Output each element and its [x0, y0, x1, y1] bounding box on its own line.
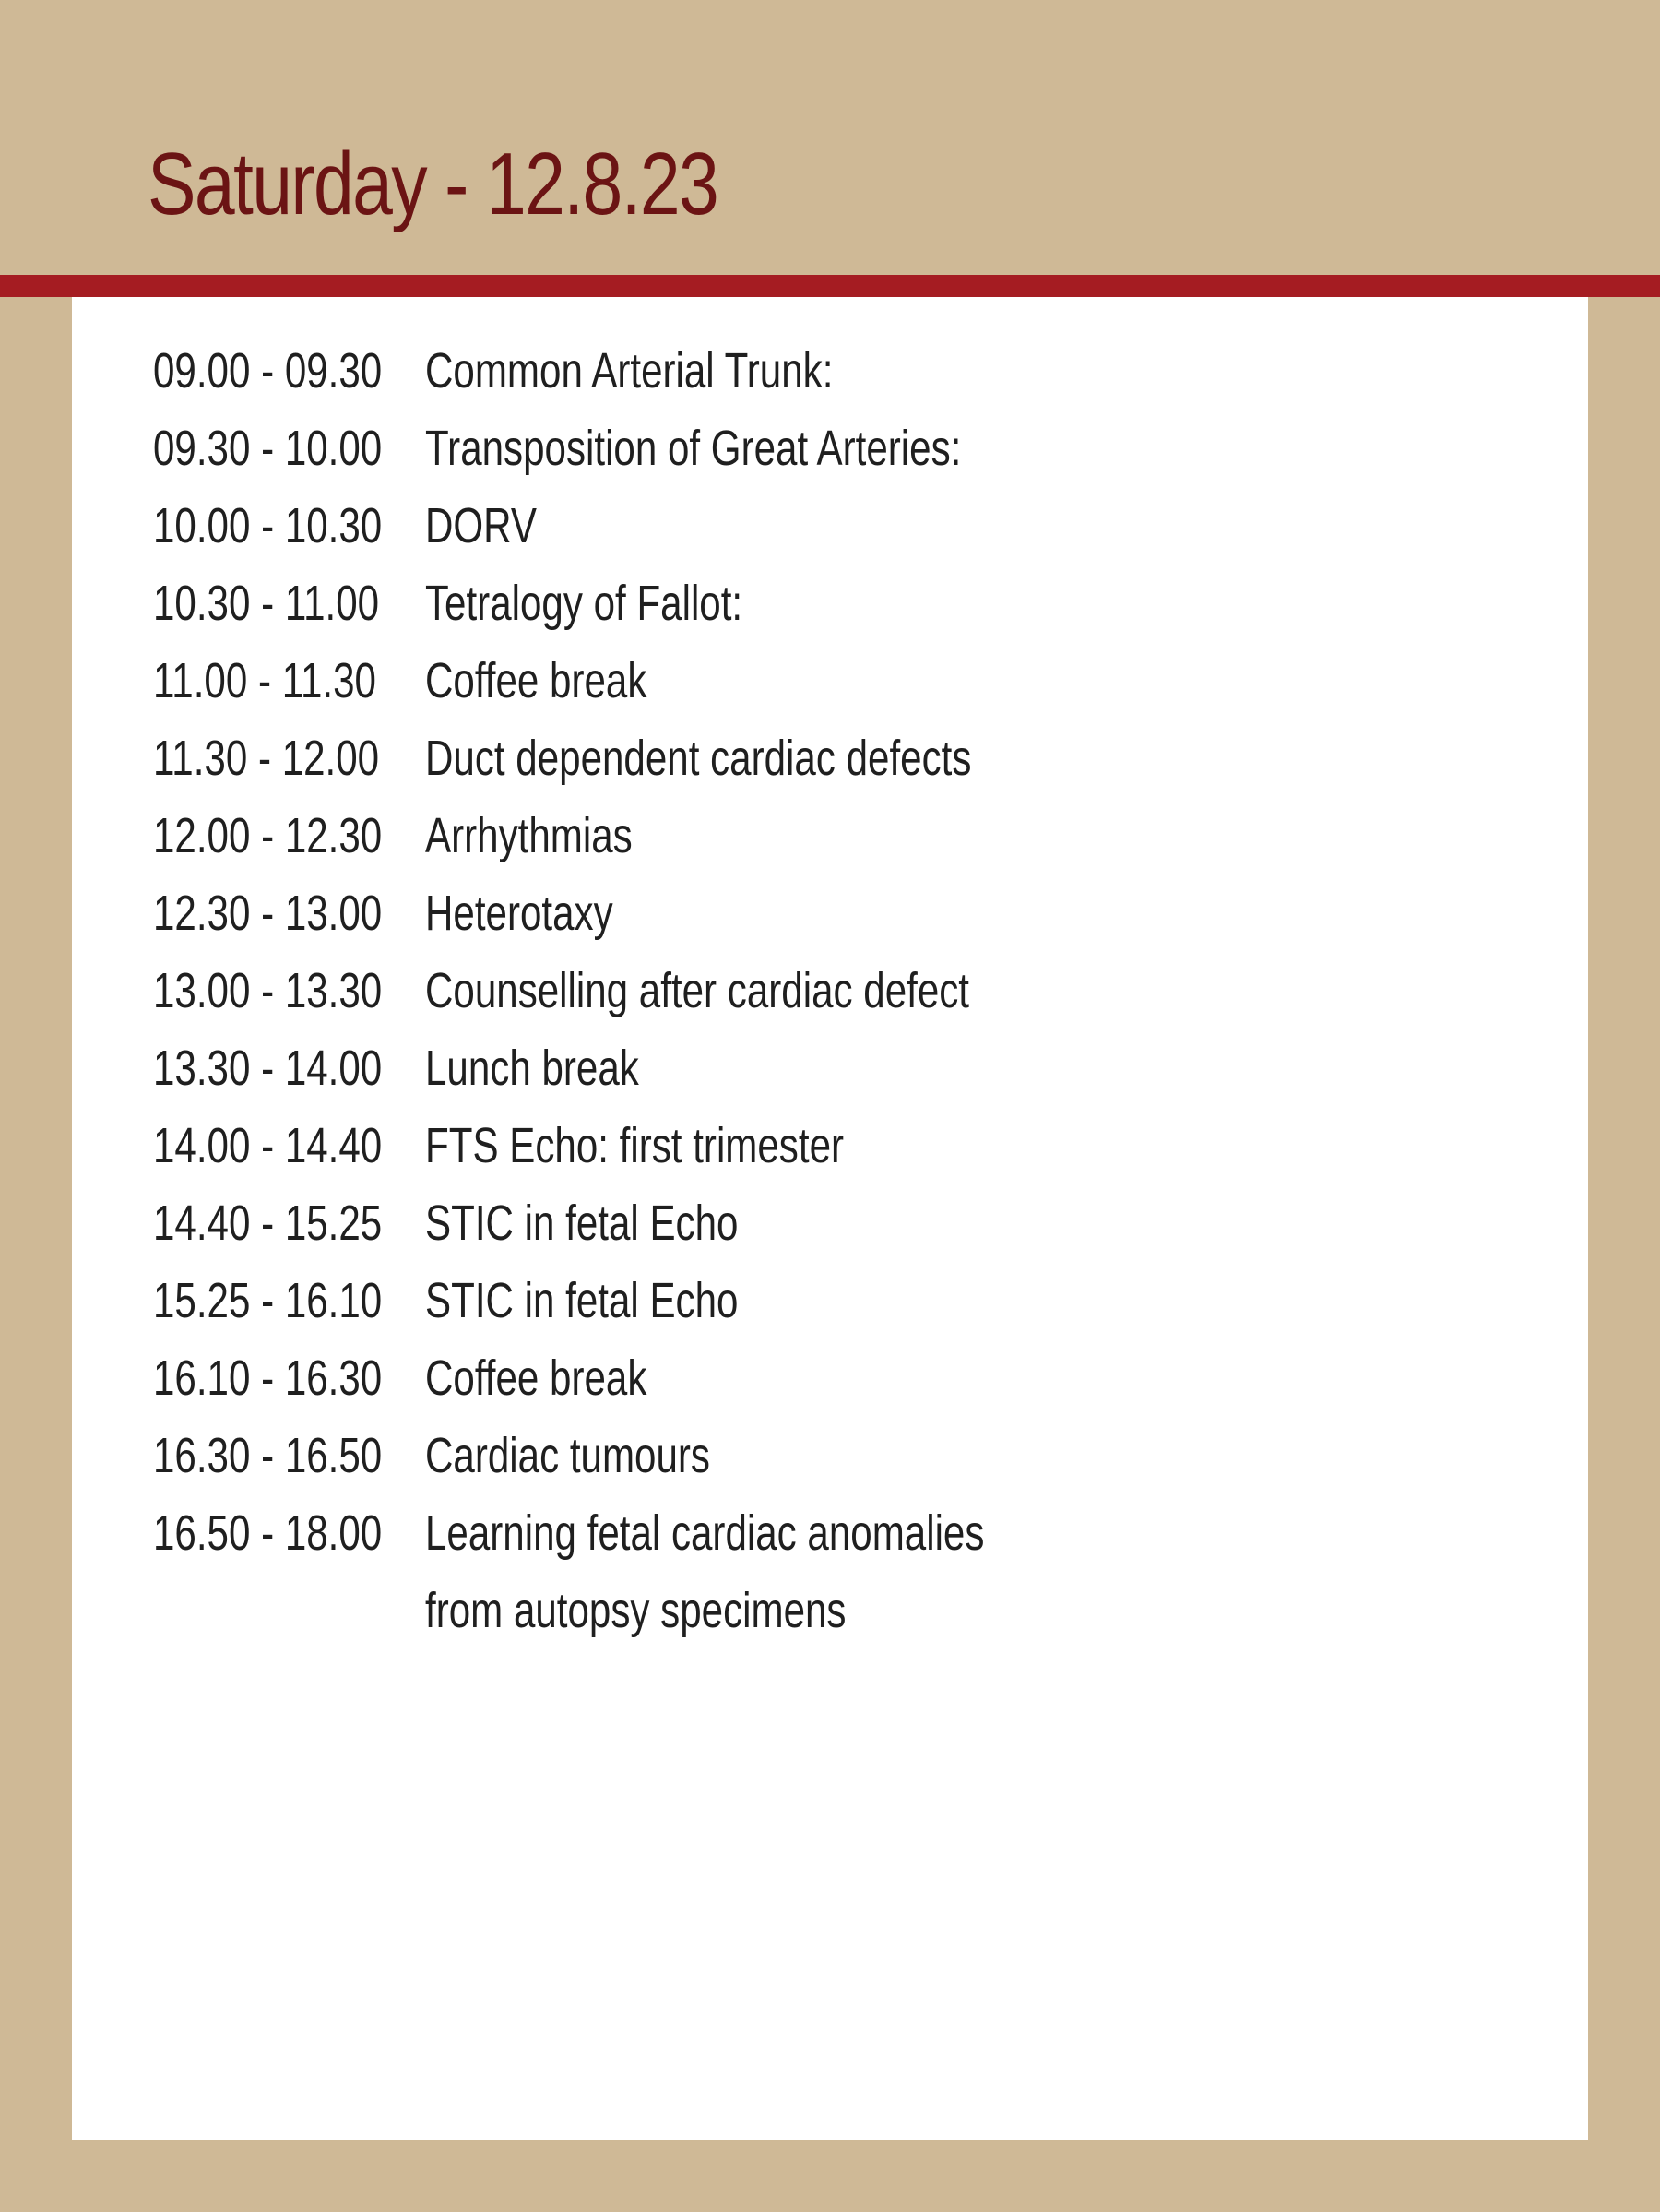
schedule-topic: Heterotaxy	[425, 886, 613, 941]
schedule-time: 10.00 - 10.30	[153, 498, 383, 553]
schedule-topic: STIC in fetal Echo	[425, 1273, 739, 1328]
schedule-time: 11.00 - 11.30	[153, 653, 376, 708]
schedule-row	[153, 719, 1168, 797]
schedule-list	[153, 332, 1168, 1649]
schedule-topic: from autopsy specimens	[425, 1583, 847, 1638]
schedule-row	[153, 1494, 1168, 1572]
schedule-row	[153, 1339, 1168, 1417]
schedule-time: 13.00 - 13.30	[153, 963, 383, 1018]
schedule-time: 09.00 - 09.30	[153, 343, 383, 398]
schedule-topic: Transposition of Great Arteries:	[425, 421, 962, 476]
schedule-topic: DORV	[425, 498, 537, 553]
schedule-topic: Lunch break	[425, 1041, 639, 1096]
schedule-topic: Coffee break	[425, 1350, 647, 1406]
schedule-row	[153, 952, 1168, 1029]
schedule-time: 12.00 - 12.30	[153, 808, 383, 863]
schedule-row	[153, 1184, 1168, 1262]
schedule-row	[153, 1029, 1168, 1107]
schedule-topic: Counselling after cardiac defect	[425, 963, 970, 1018]
schedule-row	[153, 487, 1168, 565]
schedule-time: 12.30 - 13.00	[153, 886, 383, 941]
schedule-topic: Tetralogy of Fallot:	[425, 576, 743, 631]
header-divider	[0, 275, 1660, 297]
schedule-time: 16.50 - 18.00	[153, 1505, 383, 1561]
schedule-time: 09.30 - 10.00	[153, 421, 383, 476]
schedule-topic: Duct dependent cardiac defects	[425, 731, 972, 786]
schedule-row	[153, 642, 1168, 719]
schedule-row	[153, 797, 1168, 874]
schedule-topic: Arrhythmias	[425, 808, 633, 863]
schedule-row	[153, 1417, 1168, 1494]
schedule-row	[153, 565, 1168, 642]
schedule-topic: FTS Echo: first trimester	[425, 1118, 845, 1173]
schedule-time: 15.25 - 16.10	[153, 1273, 383, 1328]
header	[0, 0, 1660, 275]
schedule-row	[153, 1572, 1168, 1649]
schedule-row	[153, 410, 1168, 487]
schedule-time: 10.30 - 11.00	[153, 576, 380, 631]
schedule-row	[153, 1107, 1168, 1184]
schedule-topic: Coffee break	[425, 653, 647, 708]
schedule-time: 11.30 - 12.00	[153, 731, 380, 786]
schedule-topic: Cardiac tumours	[425, 1428, 710, 1483]
schedule-time: 16.30 - 16.50	[153, 1428, 383, 1483]
schedule-topic: Common Arterial Trunk:	[425, 343, 834, 398]
schedule-time: 14.00 - 14.40	[153, 1118, 383, 1173]
schedule-topic: Learning fetal cardiac anomalies	[425, 1505, 985, 1561]
schedule-time: 14.40 - 15.25	[153, 1195, 383, 1251]
schedule-time: 13.30 - 14.00	[153, 1041, 383, 1096]
schedule-row	[153, 332, 1168, 410]
schedule-topic: STIC in fetal Echo	[425, 1195, 739, 1251]
schedule-row	[153, 874, 1168, 952]
page-title: Saturday - 12.8.23	[148, 135, 718, 233]
schedule-row	[153, 1262, 1168, 1339]
schedule-time: 16.10 - 16.30	[153, 1350, 383, 1406]
